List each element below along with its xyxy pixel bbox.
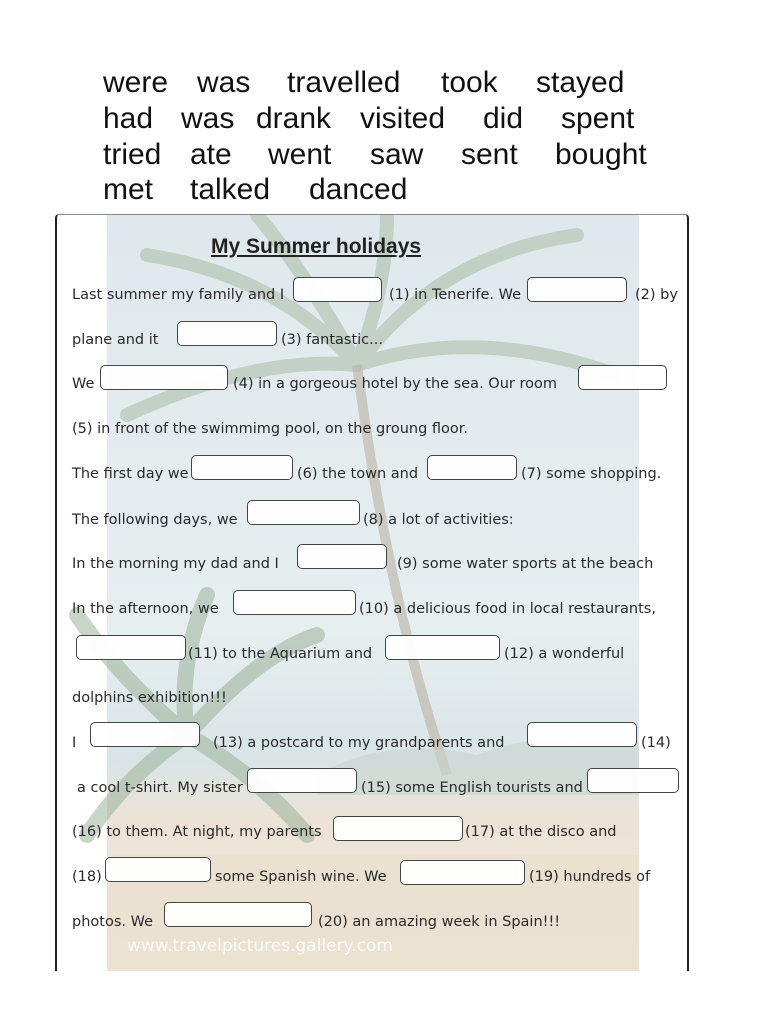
sentence-text: (18) (72, 869, 102, 885)
sentence-text: (13) a postcard to my grandparents and (213, 735, 505, 751)
sentence-text: dolphins exhibition!!! (72, 690, 227, 706)
sentence-text: some Spanish wine. We (215, 869, 387, 885)
word-bank (0, 0, 768, 210)
word-bank-word: met (103, 173, 154, 206)
sentence-text: The first day we (72, 466, 189, 482)
sentence-text: photos. We (72, 914, 154, 930)
answer-box-10[interactable] (233, 590, 356, 615)
worksheet (55, 214, 689, 971)
sentence-text: Last summer my family and I (72, 287, 285, 303)
answer-box-7[interactable] (427, 455, 517, 480)
answer-box-19[interactable] (400, 860, 525, 885)
word-bank-word: bought (555, 138, 647, 171)
sentence-text: (4) in a gorgeous hotel by the sea. Our room (233, 376, 557, 392)
answer-box-3[interactable] (177, 321, 277, 346)
sentence-text: (10) a delicious food in local restaurants, (359, 601, 656, 617)
word-bank-word: was (181, 102, 235, 135)
watermark-text: www.travelpictures.gallery.com (127, 936, 393, 956)
word-bank-word: had (103, 102, 154, 135)
answer-box-9[interactable] (297, 544, 387, 569)
sentence-text: The following days, we (72, 512, 238, 528)
word-bank-word: was (197, 66, 251, 99)
word-bank-word: stayed (536, 66, 625, 99)
answer-box-4[interactable] (100, 365, 228, 390)
sentence-text: (6) the town and (297, 466, 419, 482)
sentence-text: (15) some English tourists and (361, 780, 583, 796)
answer-box-15[interactable] (247, 768, 357, 793)
word-bank-word: did (483, 102, 524, 135)
sentence-text: plane and it (72, 332, 159, 348)
sentence-text: (11) to the Aquarium and (188, 646, 373, 662)
answer-box-8[interactable] (247, 500, 360, 525)
sentence-text: (20) an amazing week in Spain!!! (318, 914, 561, 930)
word-bank-word: danced (309, 173, 408, 206)
word-bank-word: were (103, 66, 169, 99)
sentence-text: We (72, 376, 95, 392)
answer-box-2[interactable] (527, 277, 627, 302)
sentence-text: (5) in front of the swimmimg pool, on the groung floor. (72, 421, 469, 437)
sentence-text: (7) some shopping. (521, 466, 662, 482)
word-bank-word: drank (256, 102, 332, 135)
answer-box-18[interactable] (105, 857, 211, 882)
sentence-text: (14) (641, 735, 671, 751)
answer-box-16[interactable] (587, 768, 679, 793)
sentence-text: (16) to them. At night, my parents (72, 824, 322, 840)
answer-box-5[interactable] (578, 365, 667, 390)
answer-box-12[interactable] (385, 635, 500, 660)
answer-box-20[interactable] (164, 902, 312, 927)
sentence-text: (8) a lot of activities: (363, 512, 514, 528)
word-bank-word: tried (103, 138, 162, 171)
sentence-text: (12) a wonderful (504, 646, 625, 662)
answer-box-1[interactable] (293, 277, 382, 302)
word-bank-word: sent (461, 138, 518, 171)
answer-box-13[interactable] (90, 722, 200, 747)
word-bank-word: saw (370, 138, 424, 171)
word-bank-word: visited (360, 102, 446, 135)
sentence-text: a cool t-shirt. My sister (77, 780, 243, 796)
sentence-text: In the afternoon, we (72, 601, 219, 617)
sentence-text: (19) hundreds of (529, 869, 651, 885)
sentence-text: (9) some water sports at the beach (397, 556, 654, 572)
answer-box-17[interactable] (333, 816, 463, 841)
sentence-text: (3) fantastic... (281, 332, 383, 348)
word-bank-word: travelled (287, 66, 401, 99)
answer-box-6[interactable] (191, 455, 293, 480)
word-bank-word: talked (190, 173, 271, 206)
sentence-text: (17) at the disco and (465, 824, 617, 840)
sentence-text: (1) in Tenerife. We (389, 287, 522, 303)
answer-box-11[interactable] (76, 635, 186, 660)
word-bank-word: went (268, 138, 332, 171)
word-bank-word: took (441, 66, 498, 99)
answer-box-14[interactable] (527, 722, 637, 747)
sentence-text: I (72, 735, 77, 751)
word-bank-word: spent (561, 102, 635, 135)
sentence-text: (2) by (635, 287, 678, 303)
worksheet-title: My Summer holidays (211, 235, 422, 258)
sentence-text: In the morning my dad and I (72, 556, 279, 572)
word-bank-word: ate (190, 138, 232, 171)
